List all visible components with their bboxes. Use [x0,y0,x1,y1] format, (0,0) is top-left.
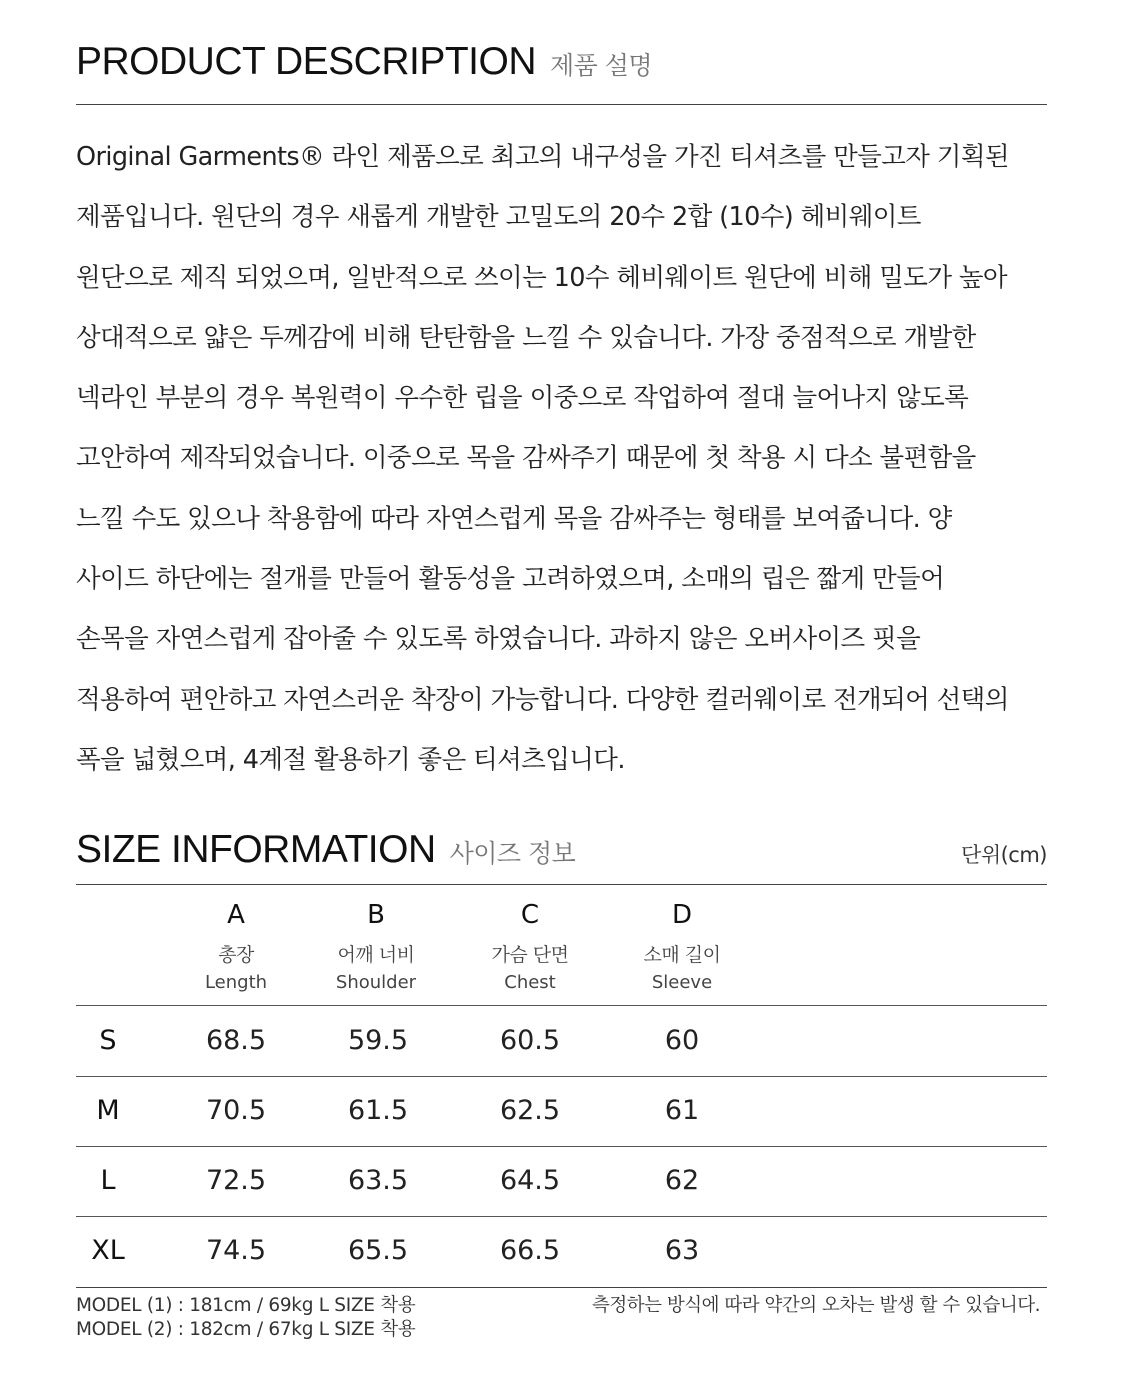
sleeve-value: 60 [664,1025,700,1056]
product-description-header [76,40,1047,84]
description-line: 손목을 자연스럽게 잡아줄 수 있도록 하였습니다. 과하지 않은 오버사이즈 핏을 [76,624,921,655]
divider [76,1287,1047,1288]
length-value: 70.5 [205,1095,267,1126]
length-value: 68.5 [205,1025,267,1056]
measurement-disclaimer: 측정하는 방식에 따라 약간의 오차는 발생 할 수 있습니다. [592,1295,1040,1316]
model-note: MODEL (2) : 182cm / 67kg L SIZE 착용 [76,1319,416,1340]
description-line: 느낄 수도 있으나 착용함에 따라 자연스럽게 목을 감싸주는 형태를 보여줍니다. 양 [76,503,952,534]
column-label-en: Chest [504,972,556,993]
table-row: L 72.5 63.5 64.5 62 [76,1146,1047,1216]
description-line: 넥라인 부분의 경우 복원력이 우수한 립을 이중으로 작업하여 절대 늘어나지 않도록 [76,383,969,414]
column-label-en: Sleeve [651,972,713,993]
chest-value: 64.5 [499,1165,561,1196]
column-label-ko: 가슴 단면 [491,944,569,966]
description-line: 고안하여 제작되었습니다. 이중으로 목을 감싸주기 때문에 첫 착용 시 다소 불편함을 [76,443,976,474]
product-description-subtitle: 제품 설명 [550,51,653,80]
column-letter: A [227,900,245,930]
description-line: 적용하여 편안하고 자연스러운 착장이 가능합니다. 다양한 컬러웨이로 전개되어 선택의 [76,684,1009,715]
column-label-ko: 총장 [218,944,254,966]
description-line: 폭을 넓혔으며, 4계절 활용하기 좋은 티셔츠입니다. [76,744,625,775]
table-row: M 70.5 61.5 62.5 61 [76,1076,1047,1146]
description-line: 사이드 하단에는 절개를 만들어 활동성을 고려하였으며, 소매의 립은 짧게 만들어 [76,564,945,595]
model-note: MODEL (1) : 181cm / 69kg L SIZE 착용 [76,1295,416,1316]
size-information-title: SIZE INFORMATION [76,828,436,871]
column-label-ko: 소매 길이 [643,944,721,966]
table-row: XL 74.5 65.5 66.5 63 [76,1216,1047,1286]
size-information-subtitle: 사이즈 정보 [449,839,576,868]
column-letter: D [671,900,693,930]
column-letter: C [520,900,540,930]
shoulder-value: 65.5 [347,1235,409,1266]
shoulder-value: 63.5 [347,1165,409,1196]
shoulder-value: 59.5 [347,1025,409,1056]
sleeve-value: 63 [664,1235,700,1266]
divider [76,104,1047,105]
sleeve-value: 62 [664,1165,700,1196]
shoulder-value: 61.5 [347,1095,409,1126]
chest-value: 66.5 [499,1235,561,1266]
column-label-en: Shoulder [335,972,417,993]
column-letter: B [367,900,385,930]
model-notes [76,1294,415,1342]
size-information-header [76,828,1047,872]
unit-label: 단위(cm) [961,843,1047,867]
sleeve-value: 61 [664,1095,700,1126]
description-line: Original Garments® 라인 제품으로 최고의 내구성을 가진 티셔츠를 만들고자 기획된 [76,142,1009,172]
column-label-en: Length [204,972,268,993]
description-line: 상대적으로 얇은 두께감에 비해 탄탄함을 느낄 수 있습니다. 가장 중점적으로 개발한 [76,322,976,353]
product-description-title: PRODUCT DESCRIPTION [76,40,536,83]
description-line: 제품입니다. 원단의 경우 새롭게 개발한 고밀도의 20수 2합 (10수) 헤비웨이트 [76,202,921,233]
product-description-body [76,127,1051,790]
column-label-ko: 어깨 너비 [337,944,415,966]
description-line: 원단으로 제직 되었으며, 일반적으로 쓰이는 10수 헤비웨이트 원단에 비해 밀도가 높아 [76,262,1007,293]
length-value: 74.5 [205,1235,267,1266]
divider [76,884,1047,885]
chest-value: 60.5 [499,1025,561,1056]
length-value: 72.5 [205,1165,267,1196]
table-row: S 68.5 59.5 60.5 60 [76,1006,1047,1076]
chest-value: 62.5 [499,1095,561,1126]
